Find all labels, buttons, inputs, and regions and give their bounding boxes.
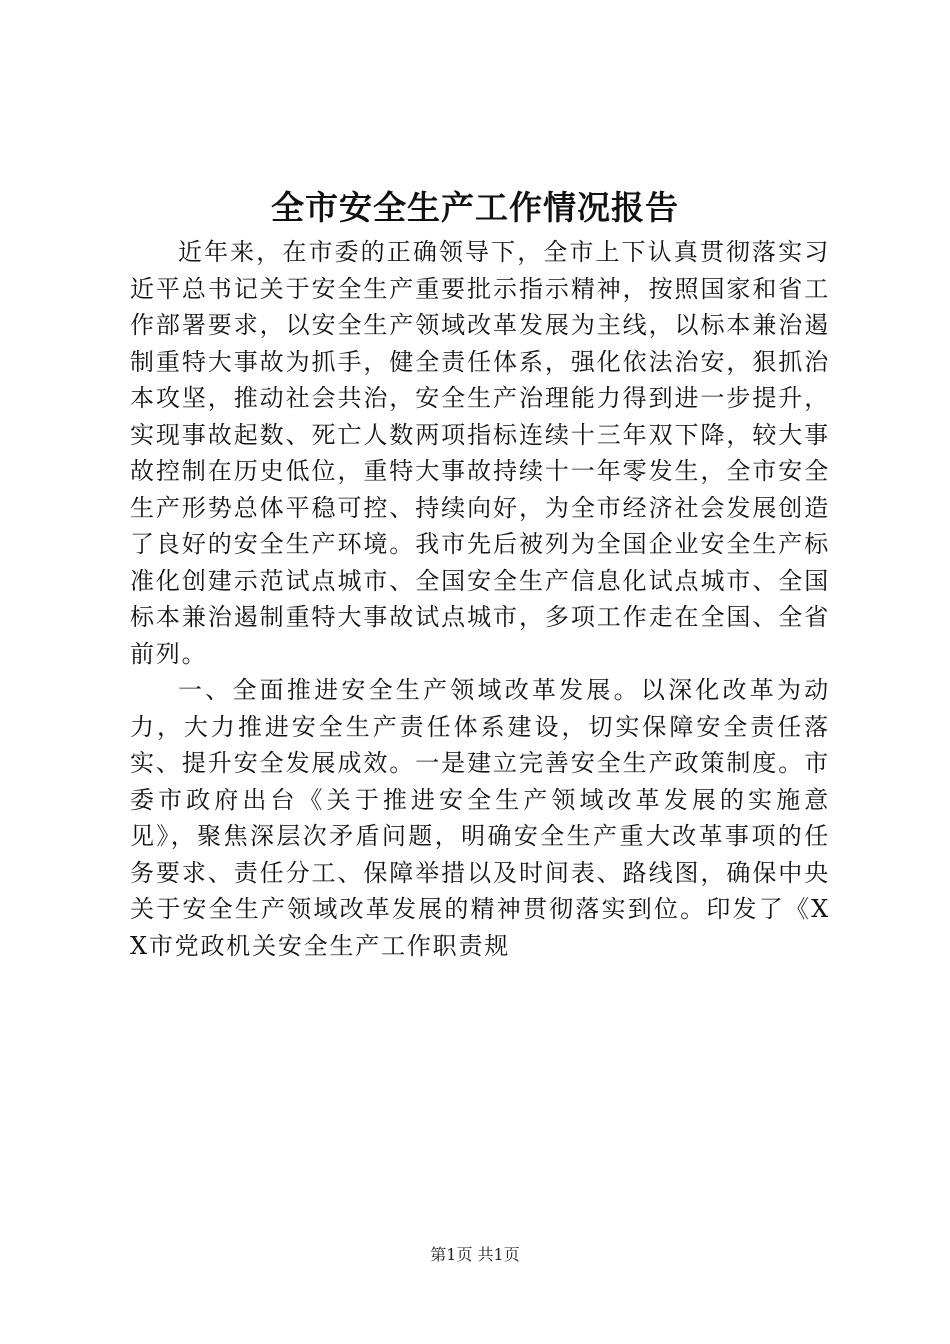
paragraph-section-one: 一、全面推进安全生产领域改革发展。以深化改革为动力，大力推进安全生产责任体系建设，切实保障安全责任落实、提升安全发展成效。一是建立完善安全生产政策制度。市委市政府出台《关于推进安全生产领域改革发展的实施意见》，聚焦深层次矛盾问题，明确安全生产重大改革事项的任务要求、责任分工、保障举措以及时间表、路线图，确保中央关于安全生产领域改革发展的精神贯彻落实到位。印发了《XX市党政机关安全生产工作职责规	[130, 676, 830, 960]
page-footer: 第1页 共1页	[430, 1245, 520, 1264]
document-body	[130, 234, 830, 964]
document-title: 全市安全生产工作情况报告	[271, 188, 679, 227]
paragraph-intro: 近年来，在市委的正确领导下，全市上下认真贯彻落实习近平总书记关于安全生产重要批示指示精神，按照国家和省工作部署要求，以安全生产领域改革发展为主线，以标本兼治遏制重特大事故为抓手，健全责任体系，强化依法治安，狠抓治本攻坚，推动社会共治，安全生产治理能力得到进一步提升，实现事故起数、死亡人数两项指标连续十三年双下降，较大事故控制在历史低位，重特大事故持续十一年零发生，全市安全生产形势总体平稳可控、持续向好，为全市经济社会发展创造了良好的安全生产环境。我市先后被列为全国企业安全生产标准化创建示范试点城市、全国安全生产信息化试点城市、全国标本兼治遏制重特大事故试点城市，多项工作走在全国、全省前列。	[130, 238, 830, 668]
